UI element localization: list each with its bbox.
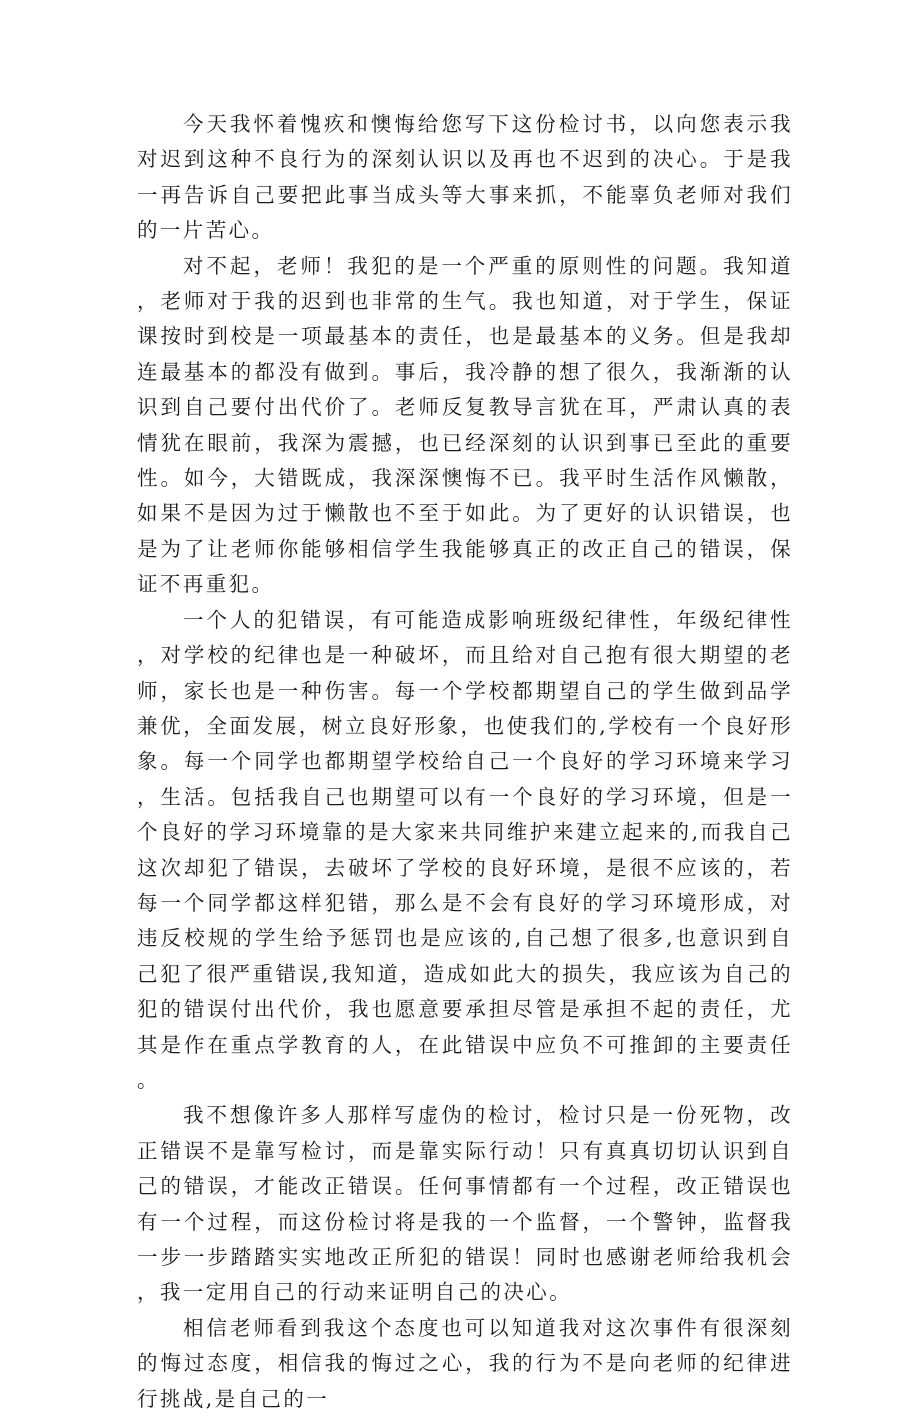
paragraph-3: 一个人的犯错误，有可能造成影响班级纪律性，年级纪律性，对学校的纪律也是一种破坏，而且给对自己抱有很大期望的老师，家长也是一种伤害。每一个学校都期望自己的学生做到品学兼优，全面发展，树立良好形象，也使我们的,学校有一个良好形象。每一个同学也都期望学校给自己一个良好的学习环境来学习，生活。包括我自己也期望可以有一个良好的学习环境，但是一个良好的学习环境靠的是大家来共同维护来建立起来的,而我自己这次却犯了错误，去破坏了学校的良好环境，是很不应该的，若每一个同学都这样犯错，那么是不会有良好的学习环境形成，对违反校规的学生给予惩罚也是应该的,自己想了很多,也意识到自己犯了很严重错误,我知道，造成如此大的损失，我应该为自己的犯的错误付出代价，我也愿意要承担尽管是承担不起的责任，尤其是作在重点学教育的人，在此错误中应负不可推卸的主要责任。 — [137, 607, 793, 1092]
paragraph-1: 今天我怀着愧疚和懊悔给您写下这份检讨书，以向您表示我对迟到这种不良行为的深刻认识以及再也不迟到的决心。于是我一再告诉自己要把此事当成头等大事来抓，不能辜负老师对我们的一片苦心。 — [137, 112, 793, 243]
paragraph-2: 对不起，老师！我犯的是一个严重的原则性的问题。我知道，老师对于我的迟到也非常的生气。我也知道，对于学生，保证课按时到校是一项最基本的责任，也是最基本的义务。但是我却连最基本的都没有做到。事后，我冷静的想了很久，我渐渐的认识到自己要付出代价了。老师反复教导言犹在耳，严肃认真的表情犹在眼前，我深为震撼，也已经深刻的认识到事已至此的重要性。如今，大错既成，我深深懊悔不已。我平时生活作风懒散，如果不是因为过于懒散也不至于如此。为了更好的认识错误，也是为了让老师你能够相信学生我能够真正的改正自己的错误，保证不再重犯。 — [137, 253, 793, 597]
paragraph-5: 相信老师看到我这个态度也可以知道我对这次事件有很深刻的悔过态度，相信我的悔过之心，我的行为不是向老师的纪律进行挑战,是自己的一 — [137, 1315, 793, 1411]
document-body — [137, 107, 793, 1417]
paragraph-4: 我不想像许多人那样写虚伪的检讨，检讨只是一份死物，改正错误不是靠写检讨，而是靠实际行动！只有真真切切认识到自己的错误，才能改正错误。任何事情都有一个过程，改正错误也有一个过程，而这份检讨将是我的一个监督，一个警钟，监督我一步一步踏踏实实地改正所犯的错误！同时也感谢老师给我机会，我一定用自己的行动来证明自己的决心。 — [137, 1103, 793, 1305]
